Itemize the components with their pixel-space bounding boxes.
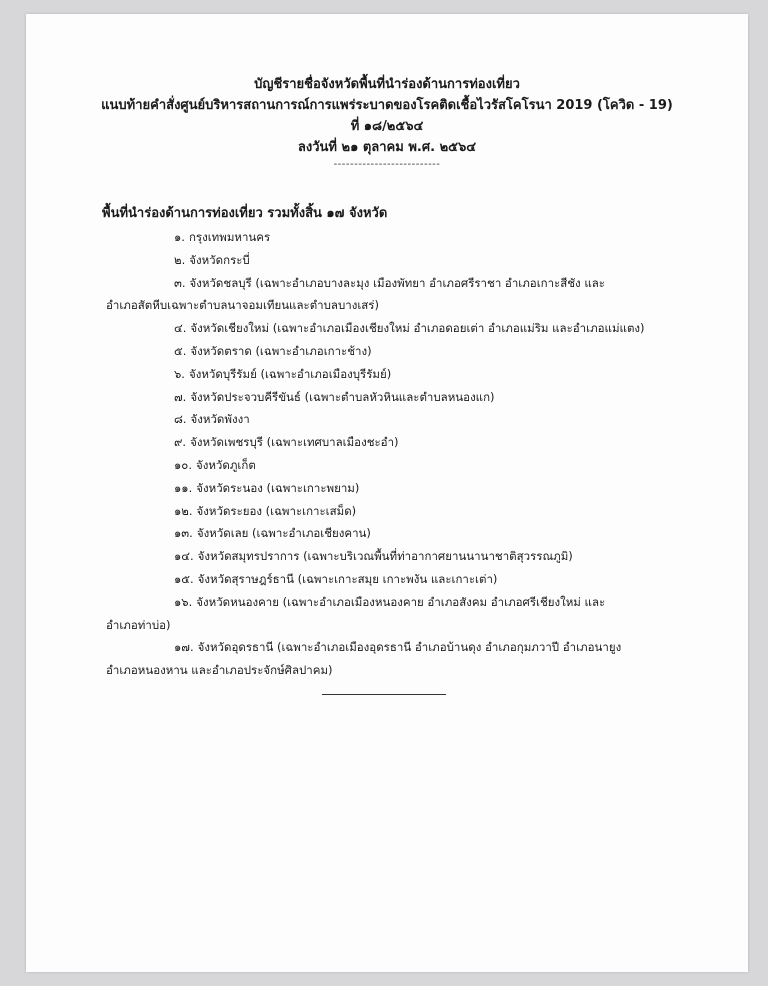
list-item [106,363,706,386]
item-text: จังหวัดพังงา [190,412,250,427]
item-number: ๑๐. [174,457,192,472]
item-text: จังหวัดระยอง (เฉพาะเกาะเสม็ด) [196,503,357,518]
item-number: ๒. [174,252,186,267]
item-text: จังหวัดตราด (เฉพาะอำเภอเกาะช้าง) [190,343,372,358]
item-text: กรุงเทพมหานคร [188,230,271,244]
item-number: ๗. [174,389,187,404]
list-item [106,545,706,568]
item-text-continuation: อำเภอหนองหาน และอำเภอประจักษ์ศิลปาคม) [106,663,333,678]
list-item [106,522,706,545]
item-number: ๓. [174,275,186,290]
list-item [106,454,706,477]
list-item [106,568,706,591]
item-text: จังหวัดชลบุรี (เฉพาะอำเภอบางละมุง เมืองพัทยา อำเภอศรีราชา อำเภอเกาะสีชัง และ [189,275,605,290]
list-item [106,386,706,409]
list-item [106,636,706,682]
end-divider [322,694,446,695]
item-number: ๑๓. [174,526,193,541]
item-text: จังหวัดภูเก็ต [195,457,256,472]
list-item [106,317,706,340]
item-number: ๘. [174,412,187,427]
list-item [106,272,706,318]
item-text: จังหวัดอุดรธานี (เฉพาะอำเภอเมืองอุดรธานี อำเภอบ้านดุง อำเภอกุมภวาปี อำเภอนายูง [197,640,622,655]
item-number: ๙. [174,435,187,450]
item-text: จังหวัดกระบี่ [189,252,250,267]
summary-heading: พื้นที่นำร่องด้านการท่องเที่ยว รวมทั้งสิ้น ๑๗ จังหวัด [102,206,388,221]
order-date: ลงวันที่ ๒๑ ตุลาคม พ.ศ. ๒๕๖๔ [297,140,477,155]
item-text: จังหวัดหนองคาย (เฉพาะอำเภอเมืองหนองคาย อำเภอสังคม อำเภอศรีเชียงใหม่ และ [196,594,606,609]
item-number: ๑๑. [174,480,193,495]
list-item [106,226,706,249]
item-number: ๕. [174,343,187,358]
list-item [106,408,706,431]
item-text: จังหวัดประจวบคีรีขันธ์ (เฉพาะตำบลหัวหินและตำบลหนองแก) [190,389,495,404]
order-number: ที่ ๑๘/๒๕๖๔ [350,119,424,134]
item-text-continuation: อำเภอสัตหีบเฉพาะตำบลนาจอมเทียนและตำบลบางเสร่) [106,298,379,313]
title-line-2: แนบท้ายคำสั่งศูนย์บริหารสถานการณ์การแพร่ระบาดของโรคติดเชื้อไวรัสโคโรนา 2019 (โควิด - 19) [101,98,673,113]
item-text: จังหวัดเชียงใหม่ (เฉพาะอำเภอเมืองเชียงใหม่ อำเภอดอยเต่า อำเภอแม่ริม และอำเภอแม่แตง) [190,321,645,336]
item-number: ๑๒. [174,503,193,518]
province-list [106,226,706,682]
document-header [26,74,748,172]
header-separator: -------------------------- [333,159,441,170]
item-number: ๑๖. [174,594,193,609]
item-number: ๖. [174,366,185,381]
list-item [106,591,706,637]
list-item [106,340,706,363]
document-page [26,14,748,972]
item-number: ๔. [174,321,187,336]
list-item [106,500,706,523]
item-text: จังหวัดสมุทรปราการ (เฉพาะบริเวณพื้นที่ท่าอากาศยานนานาชาติสุวรรณภูมิ) [197,549,573,564]
item-number: ๑๗. [174,640,194,655]
list-item [106,249,706,272]
item-text: จังหวัดระนอง (เฉพาะเกาะพยาม) [196,480,360,495]
list-item [106,477,706,500]
item-number: ๑๕. [174,571,194,586]
item-number: ๑๔. [174,549,194,564]
item-number: ๑. [174,230,185,244]
item-text: จังหวัดเพชรบุรี (เฉพาะเทศบาลเมืองชะอำ) [190,435,399,450]
item-text: จังหวัดสุราษฎร์ธานี (เฉพาะเกาะสมุย เกาะพงัน และเกาะเต่า) [197,571,498,586]
item-text: จังหวัดเลย (เฉพาะอำเภอเชียงคาน) [196,526,371,541]
item-text-continuation: อำเภอท่าบ่อ) [106,617,171,632]
title-line-1: บัญชีรายชื่อจังหวัดพื้นที่นำร่องด้านการท่องเที่ยว [254,77,520,92]
item-text: จังหวัดบุรีรัมย์ (เฉพาะอำเภอเมืองบุรีรัมย์) [188,366,392,381]
list-item [106,431,706,454]
